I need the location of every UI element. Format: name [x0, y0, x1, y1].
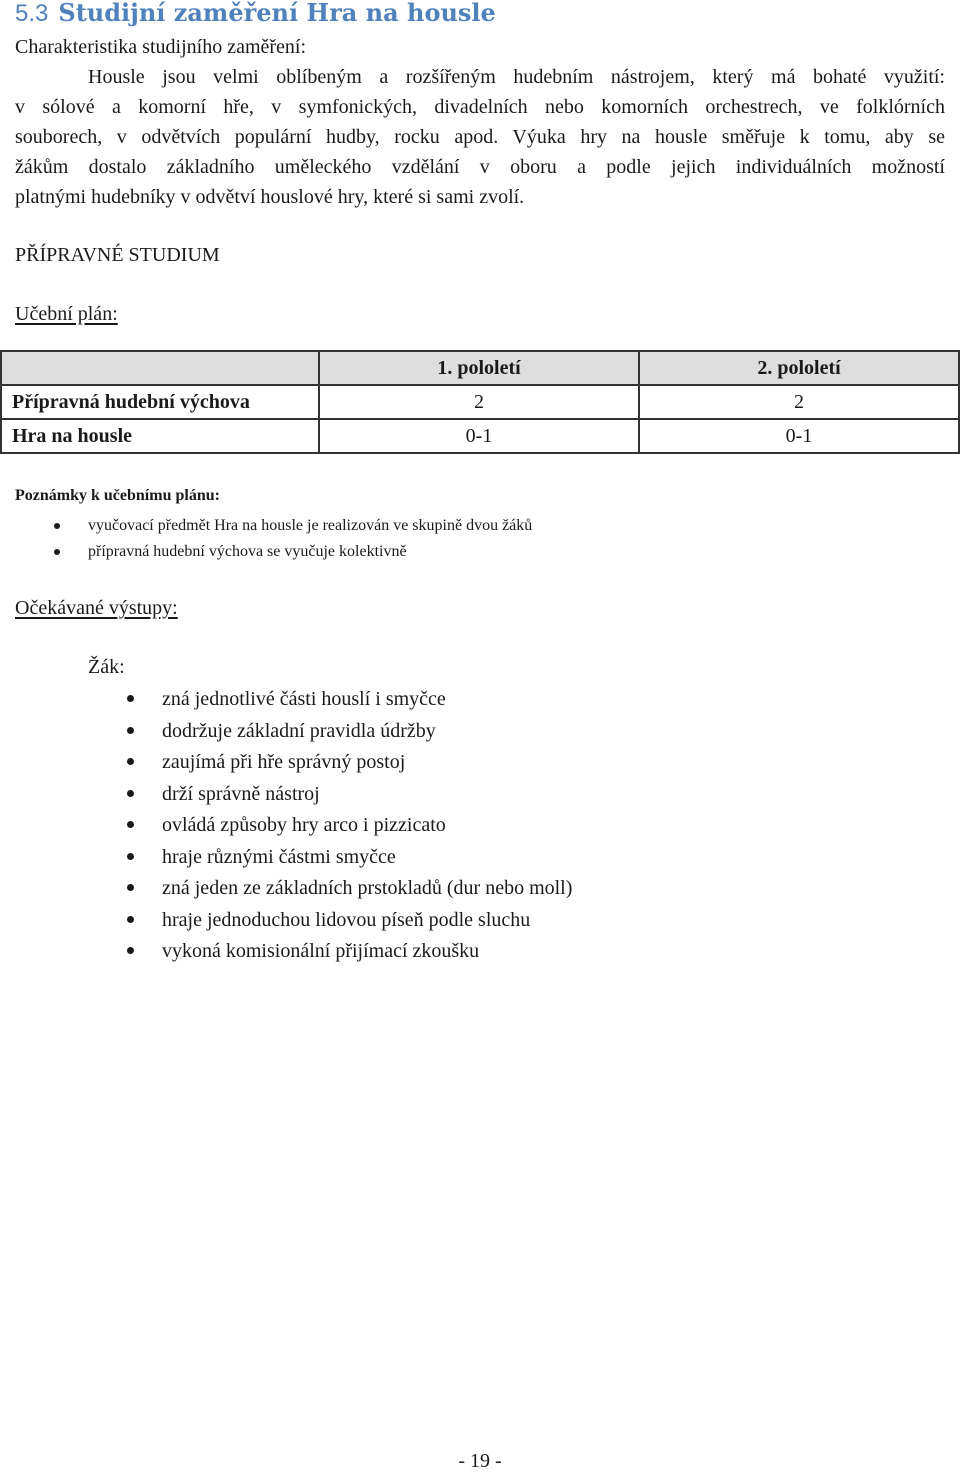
table-cell-term-1: 2	[319, 385, 639, 419]
paragraph-line-2: v sólové a komorní hře, v symfonických, divadelních nebo komorních orchestrech, ve folklórních	[15, 96, 945, 118]
list-item: dodržuje základní pravidla údržby	[162, 716, 572, 748]
table-cell-term-1: 0-1	[319, 419, 639, 453]
list-item: zná jeden ze základních prstokladů (dur nebo moll)	[162, 873, 572, 905]
table-cell-term-2: 0-1	[639, 419, 959, 453]
table-cell-subject: Přípravná hudební výchova	[1, 385, 319, 419]
paragraph-line-3: souborech, v odvětvích populární hudby, rocku apod. Výuka hry na housle směřuje k tomu, aby se	[15, 126, 945, 148]
table-header-row	[1, 351, 959, 385]
list-item: vyučovací předmět Hra na housle je realizován ve skupině dvou žáků	[88, 514, 532, 540]
list-item: ovládá způsoby hry arco i pizzicato	[162, 810, 572, 842]
notes-title: Poznámky k učebnímu plánu:	[15, 487, 220, 504]
table-header-term-2: 2. pololetí	[639, 351, 959, 385]
list-item: drží správně nástroj	[162, 779, 572, 811]
expected-outputs-label: Očekávané výstupy:	[15, 597, 178, 619]
list-item: hraje jednoduchou lidovou píseň podle sluchu	[162, 905, 572, 937]
paragraph-line-1: Housle jsou velmi oblíbeným a rozšířeným hudebním nástrojem, který má bohaté využití:	[88, 66, 945, 88]
study-plan-table	[0, 350, 960, 454]
list-item: vykoná komisionální přijímací zkoušku	[162, 936, 572, 968]
list-item: zná jednotlivé části houslí i smyčce	[162, 684, 572, 716]
table-header-empty	[1, 351, 319, 385]
table-header-term-1: 1. pololetí	[319, 351, 639, 385]
list-item: přípravná hudební výchova se vyučuje kolektivně	[88, 540, 532, 566]
section-title: Studijní zaměření Hra na housle	[58, 0, 496, 27]
study-plan-label: Učební plán:	[15, 303, 118, 325]
prep-study-heading: PŘÍPRAVNÉ STUDIUM	[15, 244, 220, 266]
table-cell-term-2: 2	[639, 385, 959, 419]
section-heading	[15, 0, 496, 28]
notes-list	[88, 514, 532, 566]
outputs-list	[162, 684, 572, 968]
section-number: 5.3	[15, 0, 49, 27]
characteristics-label: Charakteristika studijního zaměření:	[15, 36, 307, 58]
list-item: hraje různými částmi smyčce	[162, 842, 572, 874]
list-item: zaujímá při hře správný postoj	[162, 747, 572, 779]
table-row	[1, 419, 959, 453]
paragraph-line-4: žákům dostalo základního uměleckého vzdělání v oboru a podle jejich individuálních možností	[15, 156, 945, 178]
table-row	[1, 385, 959, 419]
pupil-label: Žák:	[88, 656, 125, 678]
paragraph-line-5: platnými hudebníky v odvětví houslové hry, které si sami zvolí.	[15, 186, 525, 208]
table-cell-subject: Hra na housle	[1, 419, 319, 453]
page-number: - 19 -	[458, 1450, 502, 1472]
